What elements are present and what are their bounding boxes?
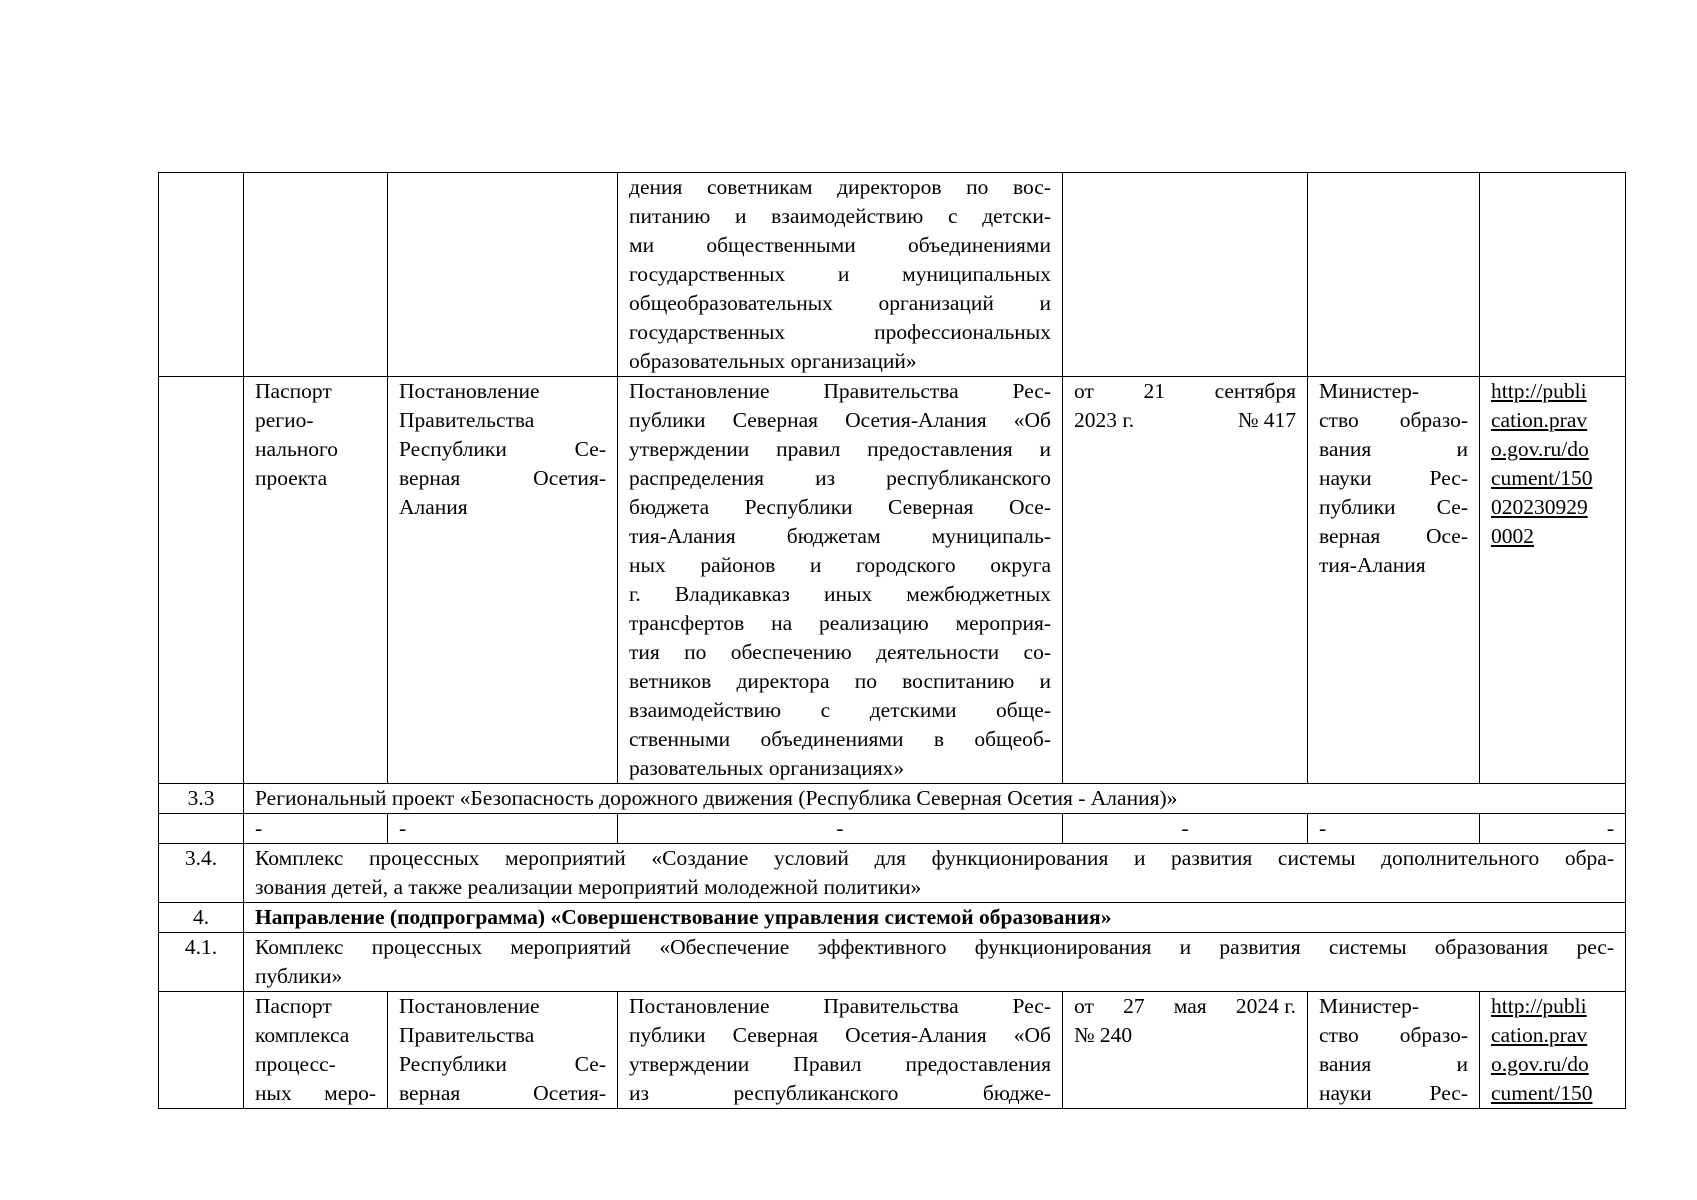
cell-act-date [1063, 173, 1308, 377]
text-line: ных районов и городского округа [629, 553, 1051, 577]
text-line: тия по обеспечению деятельности со- [629, 640, 1051, 664]
cell-section-title: Направление (подпрограмма) «Совершенствование управления системой образования» [244, 903, 1626, 933]
publication-link[interactable]: o.gov.ru/do [1491, 1052, 1589, 1076]
text-line: науки Рес- [1319, 1081, 1468, 1105]
table-row-empty [159, 814, 1626, 844]
text-line: трансфертов на реализацию мероприя- [629, 611, 1051, 635]
cell-number [159, 173, 244, 377]
cell-act-title [618, 992, 1063, 1109]
table-row-section-4-1 [159, 933, 1626, 992]
cell-doc-type [244, 173, 388, 377]
date-part: 21 [1143, 379, 1165, 403]
cell-authority [1308, 173, 1480, 377]
text-line: ство образо- [1319, 408, 1468, 432]
text-line: публики» [255, 964, 343, 988]
text-line: распределения из республиканского [629, 466, 1051, 490]
text-line: Министер- [1319, 379, 1420, 403]
text-line: публики Се- [1319, 495, 1468, 519]
cell-doc-type [244, 377, 388, 784]
table-row-passport-complex [159, 992, 1626, 1109]
date-part: 2023 г. [1074, 408, 1135, 432]
act-number: № 417 [1237, 408, 1296, 432]
date-line [1074, 406, 1296, 435]
publication-link[interactable]: http://publi [1491, 994, 1587, 1018]
text-line: Правительства [399, 408, 535, 432]
text-line: Паспорт [255, 379, 332, 403]
cell-act-date [1063, 377, 1308, 784]
publication-link[interactable]: cation.prav [1491, 1023, 1588, 1047]
text-line: Постановление [399, 379, 540, 403]
cell-dash: - [1480, 814, 1626, 844]
text-line: процесс- [255, 1052, 336, 1076]
table-row-passport-regional [159, 377, 1626, 784]
cell-dash: - [244, 814, 388, 844]
text-line: Постановление Правительства Рес- [629, 379, 1051, 403]
text-line: вания и [1319, 437, 1468, 461]
text-line: зования детей, а также реализации мероприятий молодежной политики» [255, 875, 922, 899]
cell-dash: - [388, 814, 618, 844]
text-line: регио- [255, 408, 314, 432]
text-line: Паспорт [255, 994, 332, 1018]
text-line: г. Владикавказ иных межбюджетных [629, 582, 1051, 606]
cell-link[interactable] [1480, 992, 1626, 1109]
cell-number [159, 992, 244, 1109]
text-line: питанию и взаимодействию с детски- [629, 204, 1051, 228]
text-line: Алания [399, 495, 468, 519]
cell-link [1480, 173, 1626, 377]
text-line: проекта [255, 466, 328, 490]
text-line: публики Северная Осетия-Алания «Об [629, 408, 1051, 432]
date-line [1074, 992, 1296, 1021]
cell-authority [1308, 992, 1480, 1109]
text-line: Постановление Правительства Рес- [629, 994, 1051, 1018]
text-line: из республиканского бюдже- [629, 1081, 1051, 1105]
publication-link[interactable]: cument/150 [1491, 1081, 1593, 1105]
text-line: комплекса [255, 1023, 350, 1047]
text-line: нального [255, 437, 339, 461]
text-line: верная Осетия- [399, 466, 606, 490]
cell-act-type [388, 992, 618, 1109]
text-line: утверждении правил предоставления и [629, 437, 1051, 461]
text-line: тия-Алания [1319, 553, 1426, 577]
publication-link[interactable]: cation.prav [1491, 408, 1588, 432]
date-part: от [1074, 994, 1094, 1018]
text-line: утверждении Правил предоставления [629, 1052, 1051, 1076]
text-line: государственных профессиональных [629, 320, 1051, 344]
table-row-section-3-4 [159, 844, 1626, 903]
date-part: мая [1173, 994, 1207, 1018]
date-part: от [1074, 379, 1094, 403]
date-line [1074, 377, 1296, 406]
text-line: разовательных организациях» [629, 756, 905, 780]
text-line: Комплекс процессных мероприятий «Обеспечение эффективного функционирования и развития системы образования рес- [255, 935, 1614, 959]
cell-dash: - [1308, 814, 1480, 844]
text-line: публики Северная Осетия-Алания «Об [629, 1023, 1051, 1047]
table-row-section-3-3 [159, 784, 1626, 814]
cell-act-title [618, 377, 1063, 784]
cell-section-title [244, 933, 1626, 992]
text-line: Министер- [1319, 994, 1420, 1018]
publication-link[interactable]: o.gov.ru/do [1491, 437, 1589, 461]
text-line: ственными объединениями в общеоб- [629, 727, 1051, 751]
text-line: общеобразовательных организаций и [629, 291, 1051, 315]
cell-number: 4.1. [159, 933, 244, 992]
table-row-continuation [159, 173, 1626, 377]
publication-link[interactable]: 020230929 [1491, 495, 1588, 519]
cell-dash: - [1063, 814, 1308, 844]
text-line: взаимодействию с детскими обще- [629, 698, 1051, 722]
text-line: ветников директора по воспитанию и [629, 669, 1051, 693]
date-part: 27 [1123, 994, 1145, 1018]
text-line: верная Осе- [1319, 524, 1468, 548]
text-line: ных меро- [255, 1081, 376, 1105]
text-line: дения советникам директоров по вос- [629, 175, 1051, 199]
cell-act-type [388, 377, 618, 784]
text-line: верная Осетия- [399, 1081, 606, 1105]
text-line: Постановление [399, 994, 540, 1018]
text-line: Республики Се- [399, 437, 606, 461]
text-line: науки Рес- [1319, 466, 1468, 490]
publication-link[interactable]: http://publi [1491, 379, 1587, 403]
cell-act-type [388, 173, 618, 377]
cell-link[interactable] [1480, 377, 1626, 784]
cell-number [159, 377, 244, 784]
cell-number: 3.3 [159, 784, 244, 814]
text-line: вания и [1319, 1052, 1468, 1076]
cell-authority [1308, 377, 1480, 784]
cell-section-title [244, 844, 1626, 903]
text-line: образовательных организаций» [629, 349, 917, 373]
date-part: сентября [1214, 379, 1296, 403]
cell-act-date [1063, 992, 1308, 1109]
text-line: ми общественными объединениями [629, 233, 1051, 257]
cell-doc-type [244, 992, 388, 1109]
cell-number: 3.4. [159, 844, 244, 903]
cell-dash: - [618, 814, 1063, 844]
act-number: № 240 [1074, 1023, 1133, 1047]
cell-act-title [618, 173, 1063, 377]
publication-link[interactable]: cument/150 [1491, 466, 1593, 490]
cell-number [159, 814, 244, 844]
legal-acts-table [158, 172, 1626, 1109]
text-line: тия-Алания бюджетам муниципаль- [629, 524, 1051, 548]
text-line: Правительства [399, 1023, 535, 1047]
text-line: Республики Се- [399, 1052, 606, 1076]
text-line: Комплекс процессных мероприятий «Создание условий для функционирования и развития системы дополнительного обра- [255, 846, 1614, 870]
publication-link[interactable]: 0002 [1491, 524, 1534, 548]
text-line: ство образо- [1319, 1023, 1468, 1047]
table-row-section-4 [159, 903, 1626, 933]
text-line: государственных и муниципальных [629, 262, 1051, 286]
cell-number: 4. [159, 903, 244, 933]
cell-section-title: Региональный проект «Безопасность дорожного движения (Республика Северная Осетия - Алания)» [244, 784, 1626, 814]
document-page [158, 172, 1625, 1109]
text-line: бюджета Республики Северная Осе- [629, 495, 1051, 519]
date-part: 2024 г. [1235, 994, 1296, 1018]
